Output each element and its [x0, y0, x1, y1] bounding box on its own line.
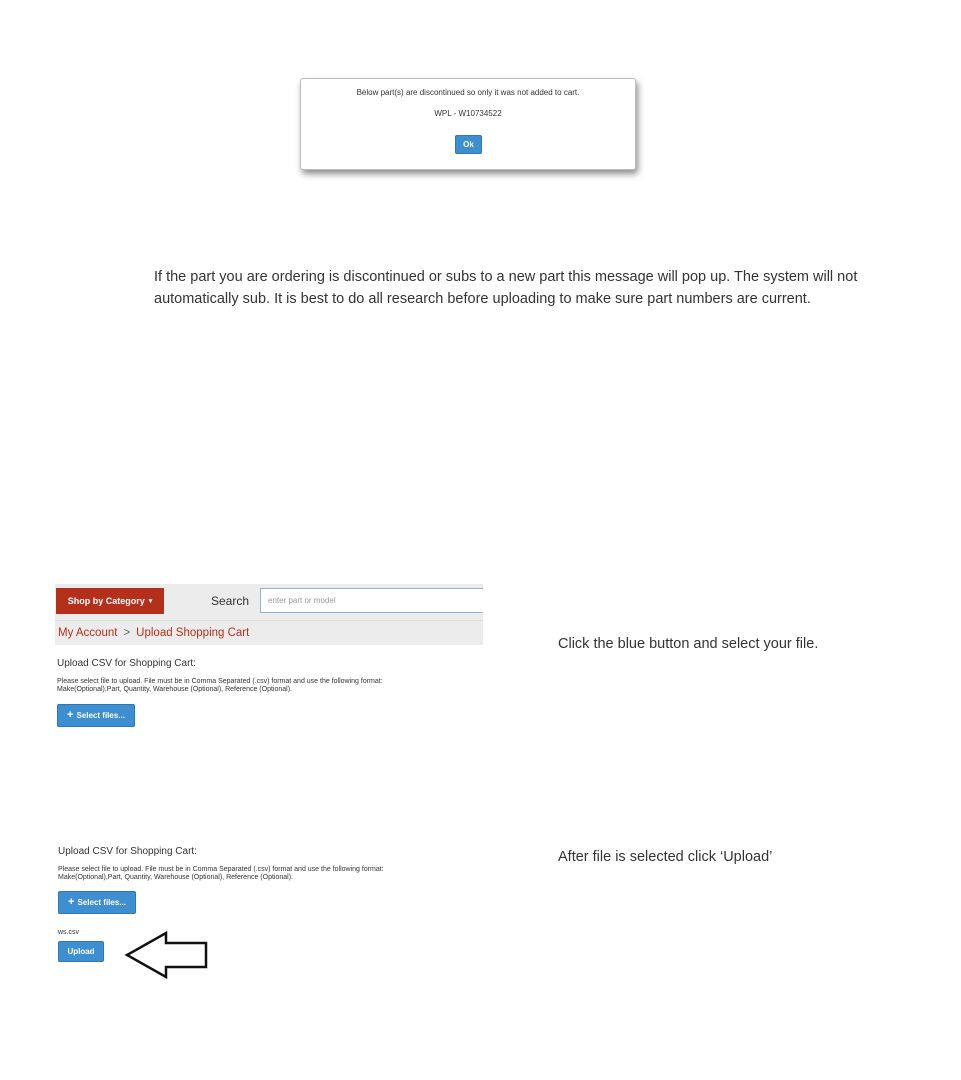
select-files-label: Select files... [76, 711, 125, 720]
upload-description-line: Please select file to upload. File must be in Comma Separated (.csv) format and use the following format: [58, 866, 384, 873]
breadcrumb-my-account[interactable]: My Account [58, 627, 118, 639]
upload-description-line: Make(Optional),Part, Quantity, Warehouse (Optional), Reference (Optional). [58, 874, 293, 881]
upload-description [57, 678, 487, 694]
breadcrumb-current: Upload Shopping Cart [136, 627, 250, 639]
explanation-text: If the part you are ordering is discontinued or subs to a new part this message will pop up. The system will not automatically sub. It is best to do all research before uploading to make sure part numbers are current. [154, 269, 858, 307]
upload-description-line: Make(Optional),Part, Quantity, Warehouse (Optional), Reference (Optional). [57, 686, 292, 693]
ok-button[interactable]: Ok [455, 135, 482, 154]
upload-description [58, 866, 488, 882]
select-files-label: Select files... [77, 898, 126, 907]
instruction-select-file: Click the blue button and select your file. [558, 636, 819, 652]
dialog-message: Below part(s) are discontinued so only it was not added to cart. [356, 88, 580, 97]
upload-title: Upload CSV for Shopping Cart: [57, 658, 196, 669]
breadcrumb-separator: > [123, 627, 131, 639]
shop-by-category-button[interactable] [56, 588, 164, 614]
caret-down-icon: ▾ [148, 598, 153, 605]
breadcrumb [55, 621, 483, 645]
select-files-button[interactable] [57, 704, 135, 727]
dialog-part-number: WPL - W10734522 [434, 109, 502, 118]
plus-icon: + [67, 709, 74, 721]
search-label: Search [211, 594, 250, 608]
discontinued-dialog [300, 78, 636, 170]
shop-by-category-label: Shop by Category [67, 596, 145, 606]
selected-filename: ws.csv [58, 929, 79, 936]
site-header [55, 584, 483, 621]
search-input[interactable] [260, 588, 483, 613]
upload-title: Upload CSV for Shopping Cart: [58, 846, 197, 857]
instruction-upload: After file is selected click ‘Upload’ [558, 849, 773, 865]
upload-description-line: Please select file to upload. File must be in Comma Separated (.csv) format and use the following format: [57, 678, 383, 685]
upload-button[interactable]: Upload [58, 941, 104, 962]
left-arrow-icon [124, 930, 210, 980]
plus-icon: + [68, 896, 75, 908]
select-files-button[interactable] [58, 891, 136, 914]
